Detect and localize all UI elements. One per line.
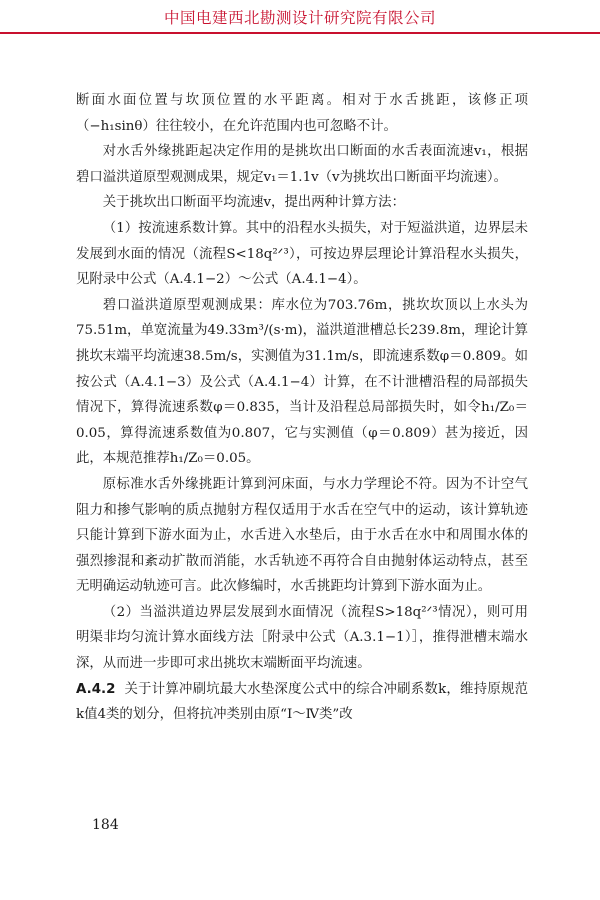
paragraph: 断面水面位置与坎顶位置的水平距离。相对于水舌挑距，该修正项（−h₁sinθ）往往较小，在允许范围内也可忽略不计。 [76,93,528,134]
paragraph: 对水舌外缘挑距起决定作用的是挑坎出口断面的水舌表面流速v₁，根据碧口溢洪道原型观测成果，规定v₁＝1.1v（v为挑坎出口断面平均流速）。 [76,144,528,185]
paragraph: 关于挑坎出口断面平均流速v，提出两种计算方法： [102,195,405,211]
page-header: 中国电建西北勘测设计研究院有限公司 [163,9,436,27]
paragraph: （1）按流速系数计算。其中的沿程水头损失，对于短溢洪道，边界层未发展到水面的情况（流程S<18q²ᐟ³），可按边界层理论计算沿程水头损失，见附录中公式（A.4.1−2）～公式（A.4.1−4）。 [76,220,528,288]
section-text: 关于计算冲刷坑最大水垫深度公式中的综合冲刷系数k，维持原规范k值4类的划分，但将抗冲类别由原“Ⅰ～Ⅳ类”改 [76,681,528,723]
section-number: A.4.2 [76,681,116,697]
paragraph: （2）当溢洪道边界层发展到水面情况（流程S>18q²ᐟ³情况），则可用明渠非均匀流计算水面线方法［附录中公式（A.3.1−1）］，推得泄槽末端水深，从而进一步即可求出挑坎末端断面平均流速。 [76,604,528,672]
section-paragraph [76,677,528,728]
body-text [76,88,528,728]
page-number: 184 [92,817,119,833]
paragraph: 碧口溢洪道原型观测成果：库水位为703.76m，挑坎坎顶以上水头为75.51m，单宽流量为49.33m³/(s·m)，溢洪道泄槽总长239.8m，理论计算挑坎末端平均流速38.5m/s，实测值为31.1m/s，即流速系数φ＝0.809。如按公式（A.4.1−3）及公式（A.4.1−4）计算，在不计泄槽沿程的局部损失情况下，算得流速系数φ＝0.835，当计及沿程总局部损失时，如令h₁/Z₀＝0.05，算得流速系数值为0.807，它与实测值（φ＝0.809）甚为接近，因此，本规范推荐h₁/Z₀＝0.05。 [76,297,528,467]
paragraph: 原标准水舌外缘挑距计算到河床面，与水力学理论不符。因为不计空气阻力和掺气影响的质点抛射方程仅适用于水舌在空气中的运动，该计算轨迹只能计算到下游水面为止，水舌进入水垫后，由于水舌在水中和周围水体的强烈掺混和紊动扩散而消能，水舌轨迹不再符合自由抛射体运动特点，甚至无明确运动轨迹可言。此次修编时，水舌挑距均计算到下游水面为止。 [76,476,528,595]
header-rule [0,32,600,34]
